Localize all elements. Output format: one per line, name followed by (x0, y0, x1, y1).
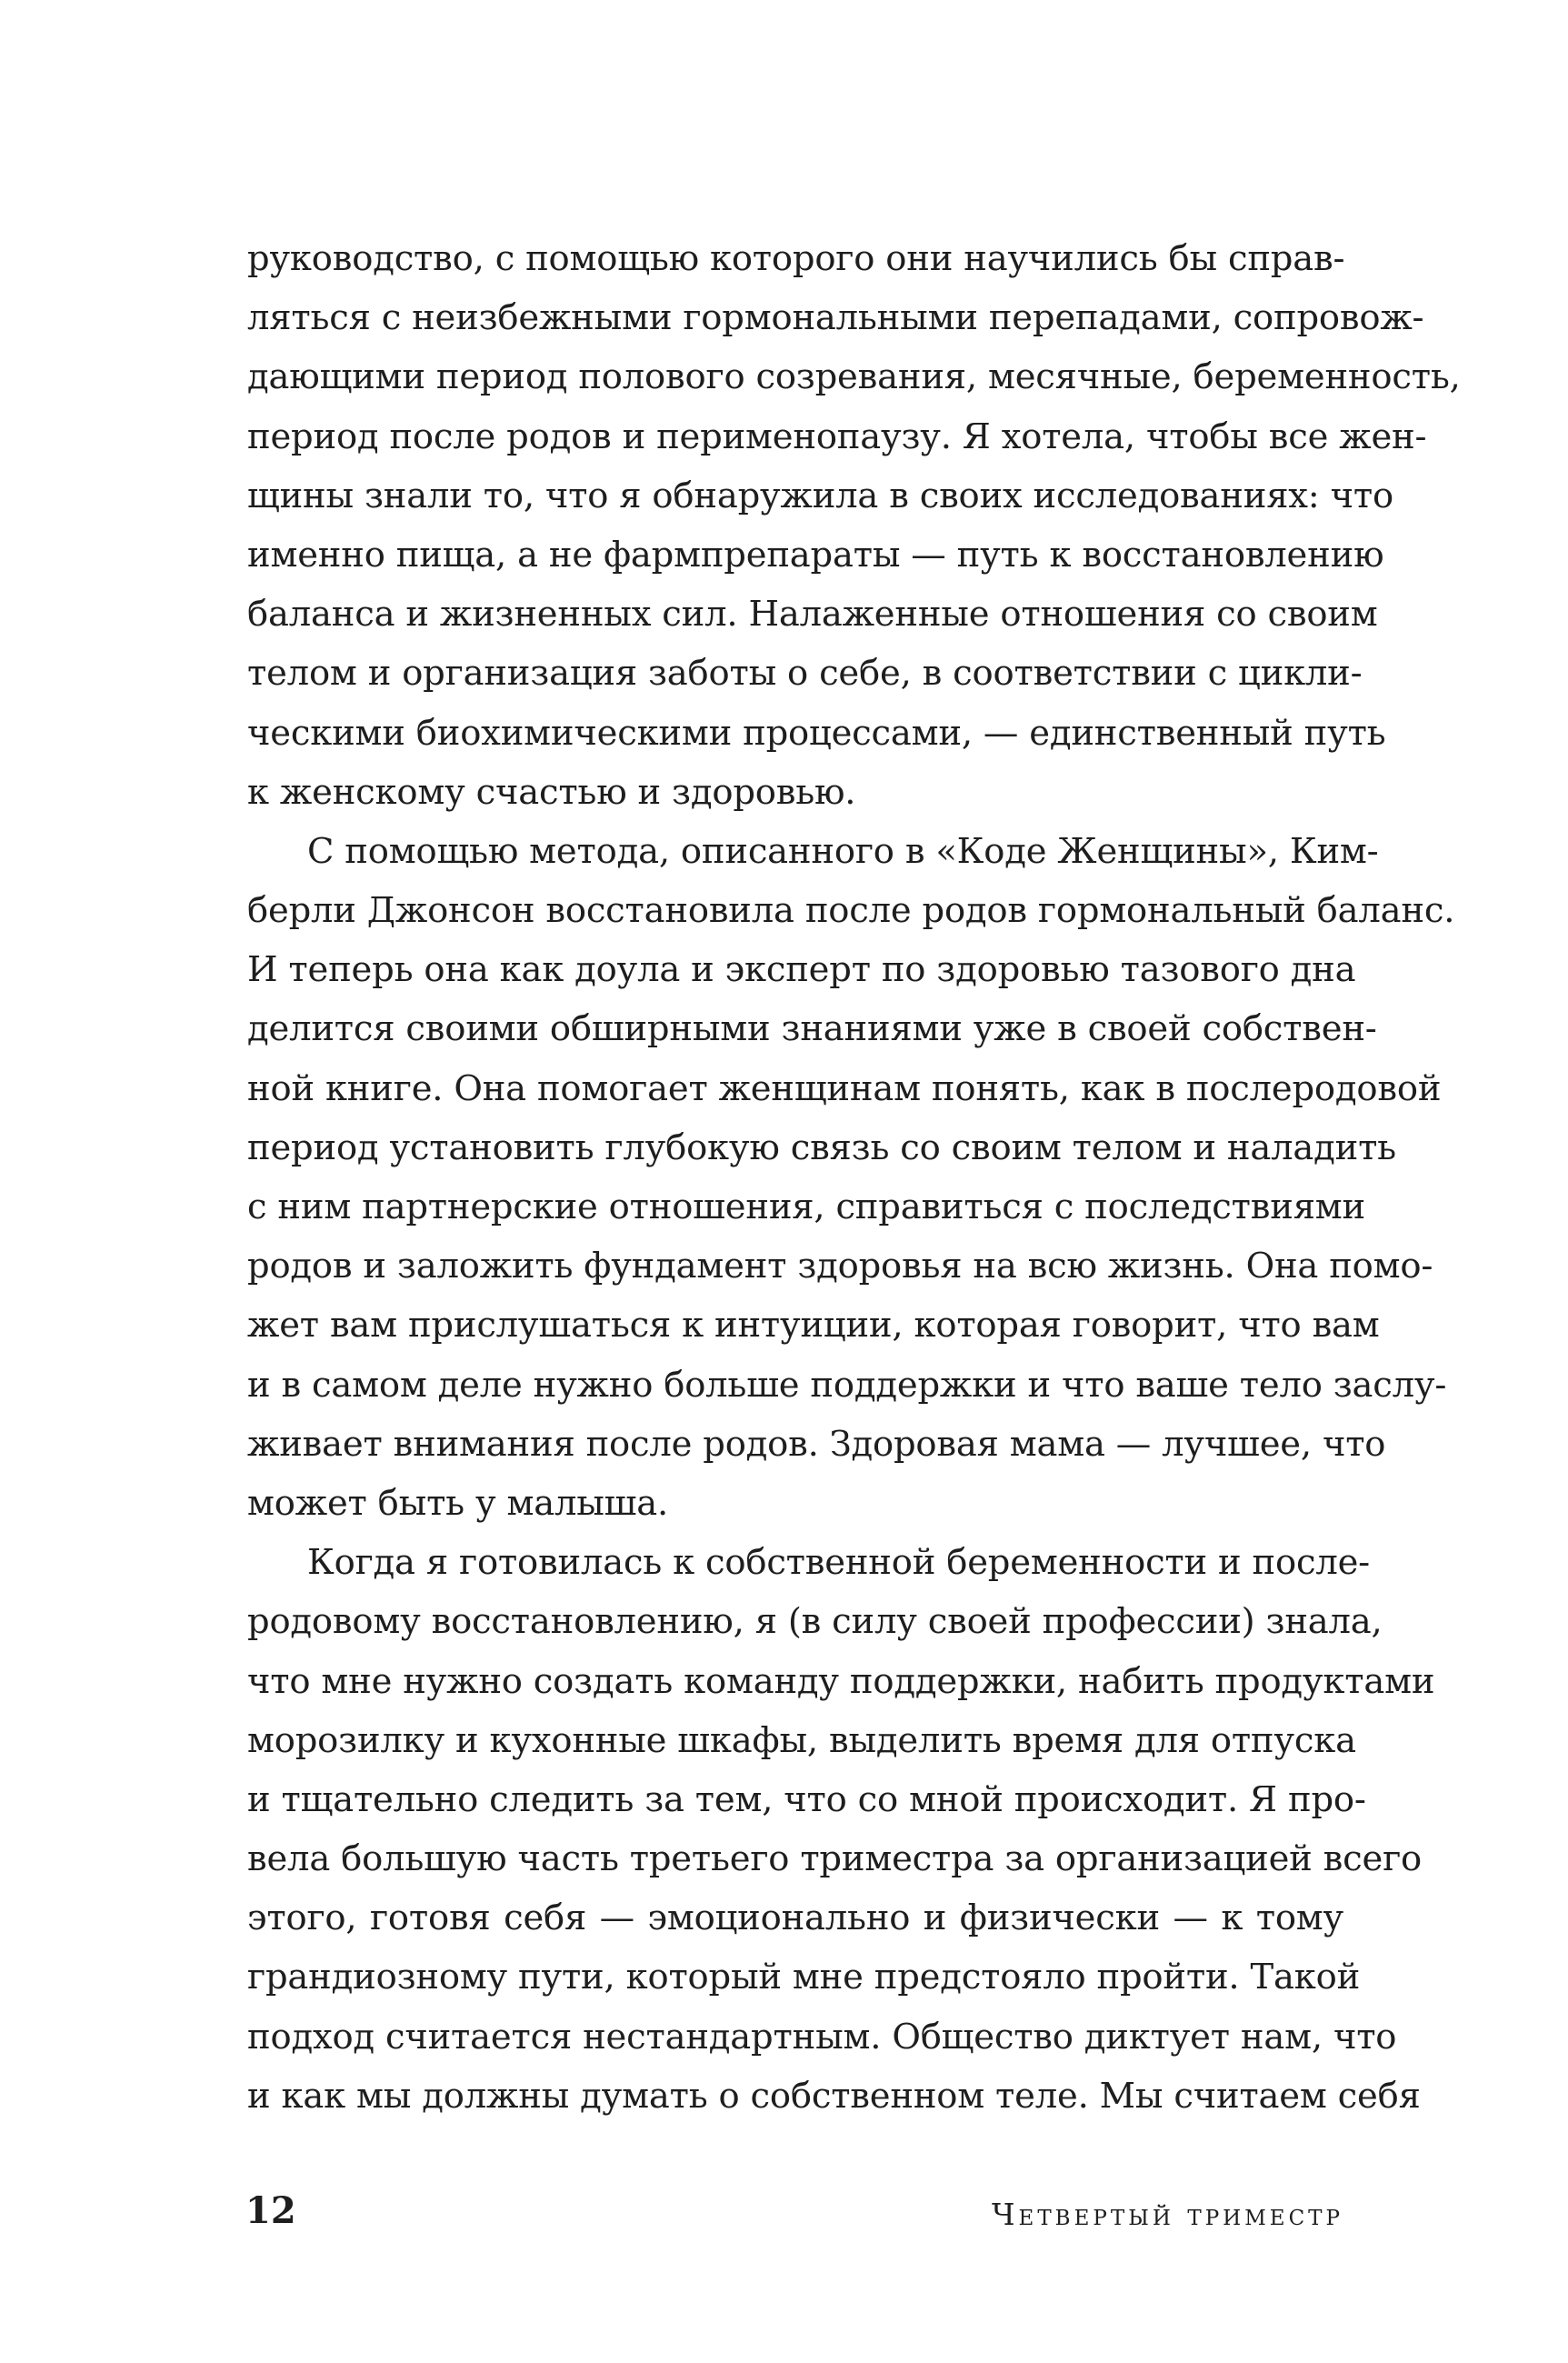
paragraph (247, 1533, 1435, 2126)
body-text (247, 229, 1461, 2126)
text-line: подход считается нестандартным. Общество диктует нам, что (247, 2016, 1397, 2058)
text-line: телом и организация заботы о себе, в соответствии с цикли- (247, 653, 1363, 695)
text-line: живает внимания после родов. Здоровая мама — лучшее, что (247, 1423, 1386, 1465)
text-line: с ним партнерские отношения, справиться с последствиями (247, 1187, 1365, 1227)
running-title: Четвертый триместр (992, 2197, 1343, 2232)
text-line: делится своими обширными знаниями уже в своей собствен- (247, 1008, 1377, 1050)
text-line: берли Джонсон восстановила после родов гормональный баланс. (247, 890, 1455, 932)
text-line: дающими период полового созревания, месячные, беременность, (247, 356, 1461, 398)
text-line: баланса и жизненных сил. Налаженные отношения со своим (247, 594, 1378, 636)
text-line: ческими биохимическими процессами, — единственный путь (247, 712, 1386, 754)
text-line: ной книге. Она помогает женщинам понять, как в послеродовой (247, 1067, 1442, 1109)
text-line: и в самом деле нужно больше поддержки и что ваше тело заслу- (247, 1364, 1447, 1406)
text-line: и как мы должны думать о собственном теле. Мы считаем себя (247, 2075, 1421, 2117)
text-line: родовому восстановлению, я (в силу своей профессии) знала, (247, 1601, 1383, 1643)
text-line: Когда я готовилась к собственной беременности и после- (307, 1542, 1370, 1584)
text-line: вела большую часть третьего триместра за организацией всего (247, 1838, 1423, 1880)
text-line: родов и заложить фундамент здоровья на всю жизнь. Она помо- (247, 1246, 1433, 1287)
text-line: ляться с неизбежными гормональными перепадами, сопровож- (247, 297, 1424, 339)
text-line: период установить глубокую связь со своим телом и наладить (247, 1126, 1396, 1168)
text-line: руководство, с помощью которого они научились бы справ- (247, 238, 1345, 279)
text-line: щины знали то, что я обнаружила в своих исследованиях: что (247, 475, 1393, 516)
text-line: может быть у малыша. (247, 1482, 669, 1524)
text-line: период после родов и перименопаузу. Я хотела, чтобы все жен- (247, 416, 1427, 457)
text-line: и тщательно следить за тем, что со мной происходит. Я про- (247, 1778, 1366, 1820)
text-line: к женскому счастью и здоровью. (247, 771, 856, 813)
text-line: морозилку и кухонные шкафы, выделить время для отпуска (247, 1719, 1356, 1761)
text-line: жет вам прислушаться к интуиции, которая говорит, что вам (247, 1305, 1380, 1347)
text-line: С помощью метода, описанного в «Коде Женщины», Ким- (307, 830, 1379, 872)
paragraph (247, 229, 1461, 822)
text-line: что мне нужно создать команду поддержки, набить продуктами (247, 1660, 1435, 1702)
text-line: именно пища, а не фармпрепараты — путь к восстановлению (247, 534, 1384, 576)
text-line: грандиозному пути, который мне предстояло пройти. Такой (247, 1957, 1361, 1998)
text-line: И теперь она как доула и эксперт по здоровью тазового дна (247, 949, 1356, 991)
paragraph (247, 822, 1455, 1533)
text-line: этого, готовя себя — эмоционально и физически — к тому (247, 1897, 1343, 1939)
page-number: 12 (245, 2189, 296, 2232)
